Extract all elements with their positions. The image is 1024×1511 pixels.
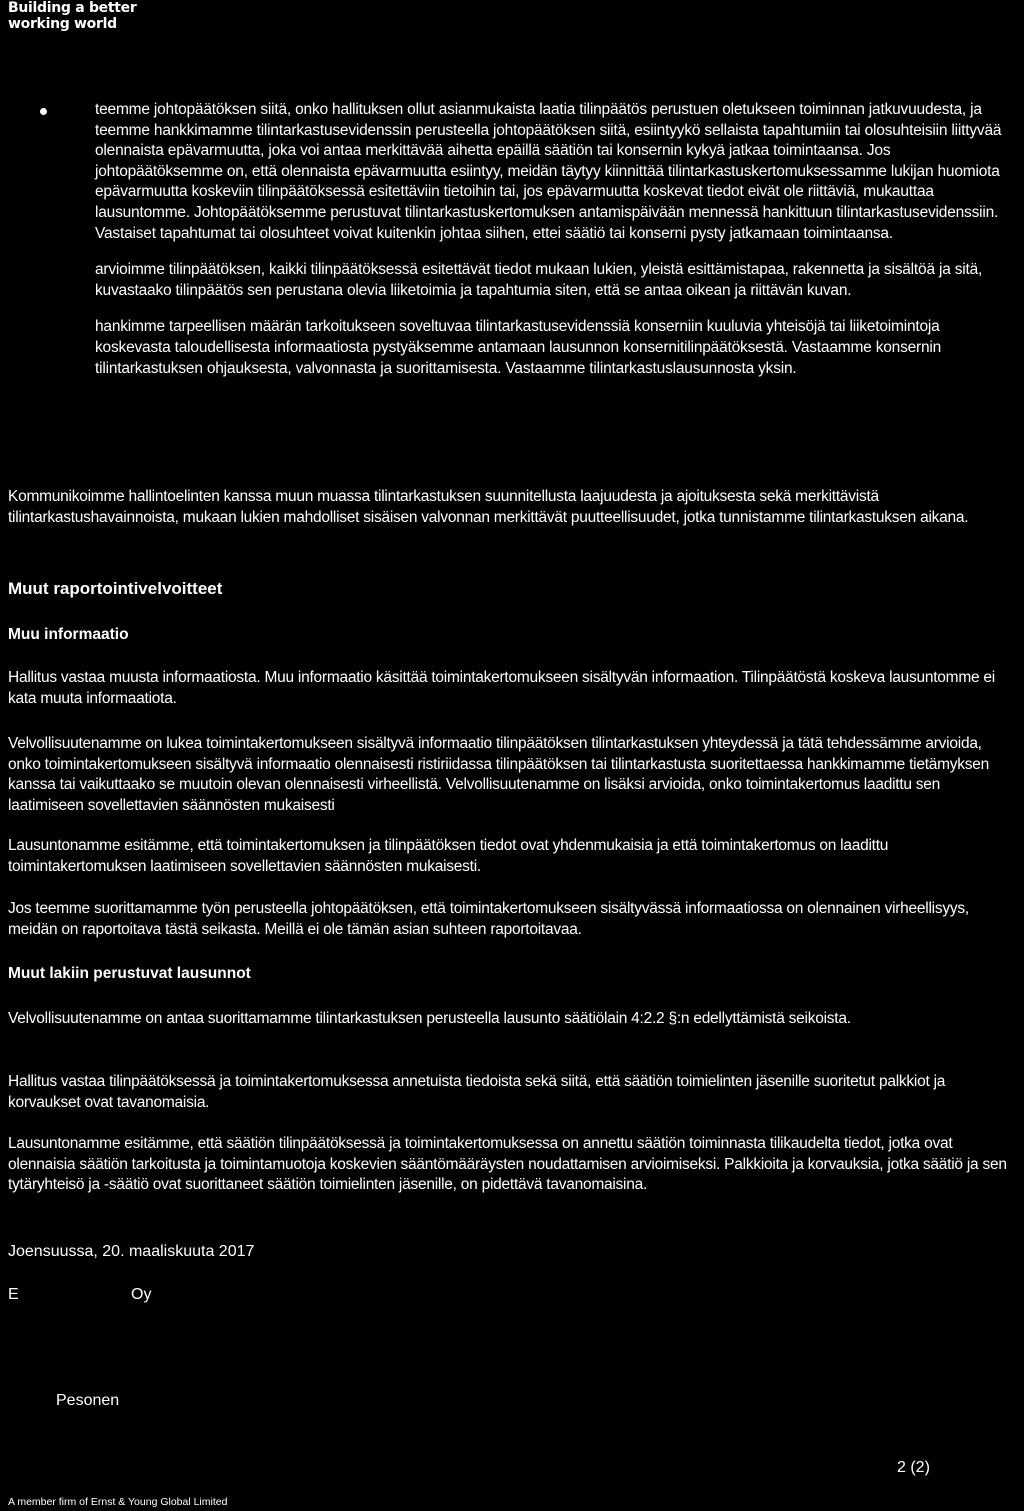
tagline-line-1: Building a better <box>8 0 137 16</box>
paragraph: Hallitus vastaa tilinpäätöksessä ja toimintakertomuksessa annetuista tiedoista sekä siitä, että säätiön toimielinten jäsenille suoritetut palkkiot ja korvaukset ovat tavanomaisia. <box>8 1073 946 1111</box>
bullet-text: arvioimme tilinpäätöksen, kaikki tilinpäätöksessä esitettävät tiedot mukaan lukien, yleistä esittämistapaa, rakennetta ja sisältöä ja sitä, kuvastaako tilinpäätös sen perustana olevia liiketoimia ja tapahtumia siten, että se antaa oikean ja riittävän kuvan. <box>95 261 983 299</box>
bullet-text: hankimme tarpeellisen määrän tarkoitukseen soveltuvaa tilintarkastusevidenssiä konserniin kuuluvia yhteisöjä tai liiketoimintoja koskevasta taloudellisesta informaatiosta pystyäksemme antamaan lausunnon konsernitilinpäätöksestä. Vastaamme konsernin tilintarkastuksen ohjauksesta, valvonnasta ja suorittamisesta. Vastaamme tilintarkastuslausunnosta yksin. <box>95 318 942 377</box>
signature-firm-suffix: Oy <box>131 1286 152 1303</box>
signature-name: Pesonen <box>56 1392 120 1409</box>
paragraph: Velvollisuutenamme on lukea toimintakertomukseen sisältyvä informaatio tilinpäätöksen tilintarkastuksen yhteydessä ja tätä tehdessämme arvioida, onko toimintakertomukseen sisältyvä informaatio olennaisesti ristiriidassa tilinpäätöksen tai tilintarkastusta suoritettaessa hankkimamme tietämyksen kanssa tai vaikuttaako se muutoin olevan olennaisesti virheellistä. Velvollisuutenamme on lisäksi arvioida, onko toimintakertomus laadittu sen laatimiseen sovellettavien säännösten mukaisesti <box>8 735 990 814</box>
list-item <box>0 100 1024 244</box>
brand-tagline <box>8 0 136 32</box>
paragraph: Velvollisuutenamme on antaa suorittamamme tilintarkastuksen perusteella lausunto säätiölain 4:2.2 §:n edellyttämistä seikoista. <box>8 1010 851 1027</box>
section-heading-other-reporting: Muut raportointivelvoitteet <box>8 579 223 598</box>
subheading-other-information: Muu informaatio <box>8 626 129 643</box>
paragraph: Lausuntonamme esitämme, että toimintakertomuksen ja tilinpäätöksen tiedot ovat yhdenmukaisia ja että toimintakertomus on laadittu toimintakertomuksen laatimiseen sovellettavien säännösten mukaisesti. <box>8 837 889 875</box>
list-item <box>0 317 1024 379</box>
paragraph: Hallitus vastaa muusta informaatiosta. Muu informaatio käsittää toimintakertomukseen sisältyvän informaation. Tilinpäätöstä koskeva lausuntomme ei kata muuta informaatiota. <box>8 669 995 707</box>
paragraph: Jos teemme suorittamamme työn perusteella johtopäätöksen, että toimintakertomukseen sisältyvässä informaatiossa on olennainen virheellisyys, meidän on raportoitava tästä seikasta. Meillä ei ole tämän asian suhteen raportoitavaa. <box>8 900 969 938</box>
bullet-list <box>0 100 1024 395</box>
footer-text: A member firm of Ernst & Young Global Limited <box>8 1496 228 1508</box>
signature-firm-initial: E <box>8 1286 19 1303</box>
tagline-line-2: working world <box>8 16 117 32</box>
list-item <box>0 260 1024 301</box>
signature-place-date: Joensuussa, 20. maaliskuuta 2017 <box>8 1243 255 1260</box>
page-number: 2 (2) <box>897 1459 930 1476</box>
communication-paragraph: Kommunikoimme hallintoelinten kanssa muun muassa tilintarkastuksen suunnitellusta laajuudesta ja ajoituksesta sekä merkittävistä tilintarkastushavainnoista, mukaan lukien mahdolliset sisäisen valvonnan merkittävät puutteellisuudet, jotka tunnistamme tilintarkastuksen aikana. <box>8 488 969 526</box>
communication-block <box>8 487 1018 528</box>
paragraph: Lausuntonamme esitämme, että säätiön tilinpäätöksessä ja toimintakertomuksessa on annettu säätiön toiminnasta tilikaudelta tiedot, jotka ovat olennaisia säätiön tarkoitusta ja toimintamuotoja koskevien sääntömääräysten noudattamisen arvioimiseksi. Palkkioita ja korvauksia, jotka säätiö ja sen tytäryhteisö ja -säätiö ovat suorittaneet säätiön toimielinten jäsenille, on pidettävä tavanomaisina. <box>8 1135 1007 1194</box>
section-heading-legal-statements: Muut lakiin perustuvat lausunnot <box>8 965 251 982</box>
bullet-icon <box>40 108 47 115</box>
bullet-text: teemme johtopäätöksen siitä, onko hallituksen ollut asianmukaista laatia tilinpäätös perustuen oletukseen toiminnan jatkuvuudesta, ja teemme hankkimamme tilintarkastusevidenssin perusteella johtopäätöksen siitä, esiintyykö sellaista tapahtumiin tai olosuhteisiin liittyvää olennaista epävarmuutta, joka voi antaa merkittävää aihetta epäillä säätiön tai konsernin kykyä jatkaa toimintaansa. Jos johtopäätöksemme on, että olennaista epävarmuutta esiintyy, meidän täytyy kiinnittää tilintarkastuskertomuksessamme lukijan huomiota epävarmuutta koskeviin tilinpäätöksessä esitettäviin tietoihin tai, jos epävarmuutta koskevat tiedot eivät ole riittäviä, mukauttaa lausuntomme. Johtopäätöksemme perustuvat tilintarkastuskertomuksen antamispäivään mennessä hankittuun tilintarkastusevidenssiin. Vastaiset tapahtumat tai olosuhteet voivat kuitenkin johtaa siihen, ettei säätiö tai konserni pysty jatkamaan toimintaansa. <box>95 101 1002 242</box>
